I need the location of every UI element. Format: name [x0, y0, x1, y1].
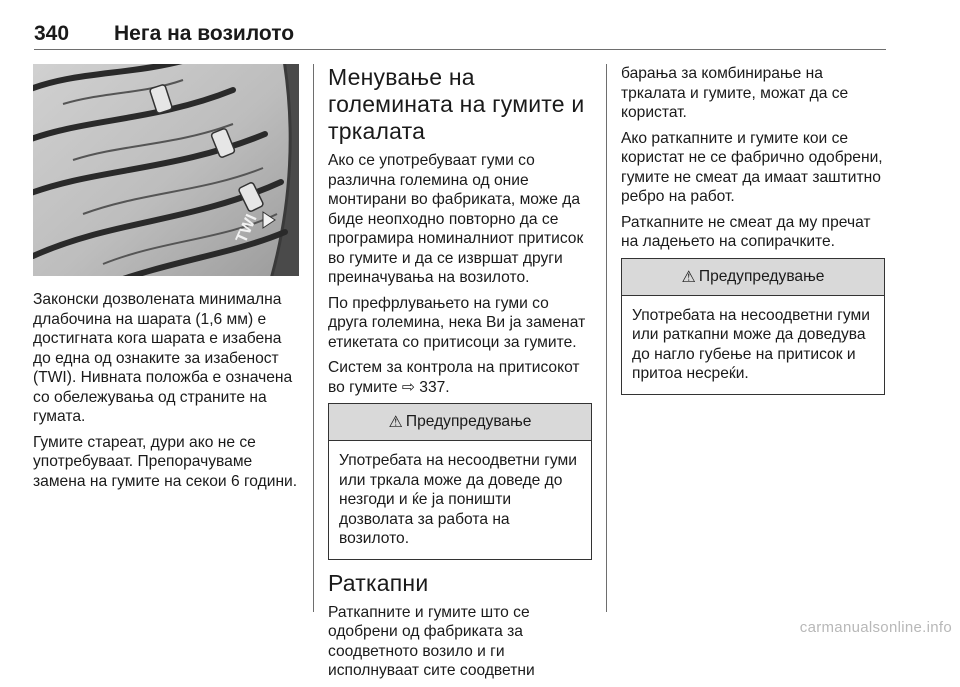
column-right — [621, 64, 885, 405]
warning-box — [621, 258, 885, 395]
warning-box — [328, 403, 592, 560]
reference-page: 337. — [419, 378, 450, 396]
twi-label: TWI — [233, 211, 261, 246]
warning-title: Предупредување — [698, 267, 825, 285]
paragraph: Раткапните и гумите што се одобрени од фабриката за соодветното возило и ги исполнуваат сите соодветни — [328, 603, 535, 679]
warning-body — [622, 296, 884, 394]
warning-icon: ⚠ — [681, 268, 696, 286]
warning-text: Употребата на несоодветни гуми или раткапни може да доведува до нагло губење на притисок и притоа несреќи. — [632, 306, 870, 382]
paragraph: По префрлувањето на гуми со друга големина, нека Ви ја заменат етикетата со притисоци за гумите. — [328, 294, 586, 351]
paragraph: Законски дозволената минимална длабочина на шарата (1,6 мм) е достигната кога шарата е изабена до една од ознаките за изабеност (TWI). Нивната положба е означена со обележувања од страните на гумата. — [33, 291, 293, 425]
warning-icon: ⚠ — [388, 414, 403, 431]
page-header — [34, 16, 886, 50]
page-title: Нега на возилото — [114, 22, 295, 45]
reference-arrow-icon: ⇨ — [401, 378, 415, 396]
paragraph: Ако раткапните и гумите кои се користат не се фабрично одобрени, гумите не смеат да имаат заштитно ребро на работ. — [621, 129, 883, 205]
paragraph: барања за комбинирање на тркалата и гумите, можат да се користат. — [621, 65, 849, 121]
tire-tread-illustration — [33, 64, 299, 276]
paragraph — [328, 358, 592, 397]
column-divider — [313, 64, 314, 612]
page-number: 340 — [34, 22, 70, 45]
section-heading: Раткапни — [328, 569, 429, 596]
warning-body — [329, 441, 591, 559]
paragraph: Раткапните не смеат да му пречат на ладењето на сопирачките. — [621, 213, 871, 250]
header-rule — [34, 49, 886, 50]
page-reference-link[interactable] — [402, 379, 450, 396]
warning-text: Употребата на несоодветни гуми или тркала може да доведе до незгоди и ќе ја поништи дозволата за работа на возилото. — [339, 452, 577, 547]
warning-header — [329, 404, 591, 441]
column-divider — [606, 64, 607, 612]
tpms-text: Систем за контрола на притисокот во гумите — [328, 359, 580, 396]
section-heading: Менување на големината на гумите и тркалата — [328, 64, 585, 144]
warning-header — [622, 259, 884, 296]
watermark: carmanualsonline.info — [799, 619, 952, 636]
column-middle — [328, 64, 592, 687]
column-left — [33, 64, 299, 497]
paragraph: Ако се употребуваат гуми со различна големина од оние монтирани во фабриката, може да биде неопходно повторно да се програмира номиналниот притисок во гумите и да се извршат други преиначувања на возилото. — [328, 152, 584, 286]
paragraph: Гумите стареат, дури ако не се употребуваат. Препорачуваме замена на гумите на секои 6 години. — [33, 433, 298, 490]
warning-title: Предупредување — [405, 413, 532, 430]
